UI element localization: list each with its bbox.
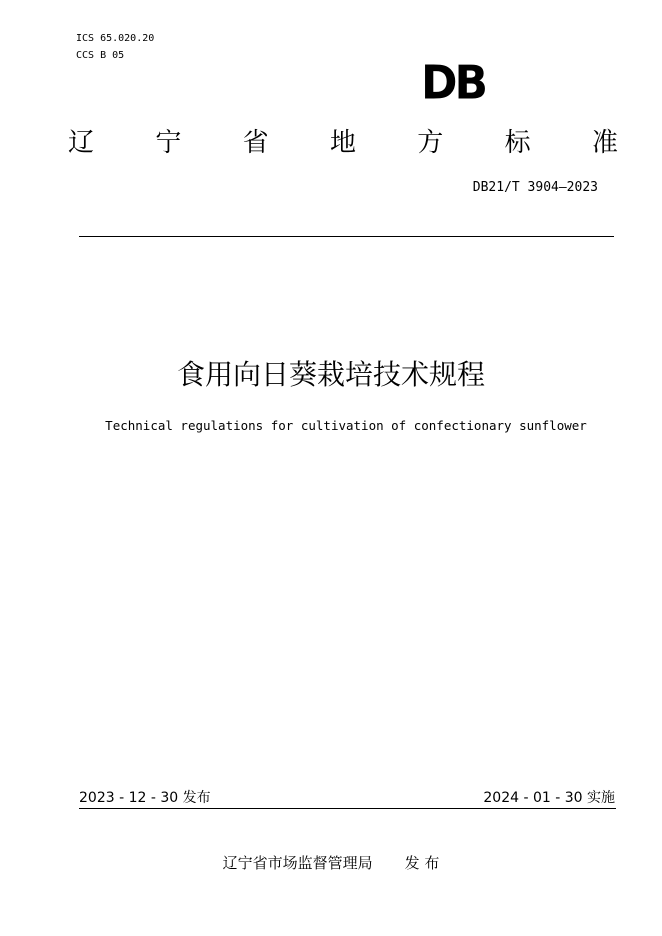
- standard-type-char: 标: [504, 128, 531, 158]
- issuer-name: 辽宁省市场监督管理局: [222, 854, 373, 872]
- standard-type-char: 地: [329, 128, 356, 158]
- standard-type-heading: [64, 126, 622, 160]
- standard-type-char: 方: [417, 128, 444, 158]
- standard-type-char: 省: [242, 128, 269, 158]
- standard-type-char: 宁: [155, 128, 182, 158]
- ccs-code: CCS B 05: [76, 50, 125, 61]
- issuer-action: 发 布: [404, 854, 440, 872]
- implementation-date: 2024 - 01 - 30 实施: [483, 790, 615, 806]
- db-logo: DB: [420, 56, 486, 111]
- top-divider: [79, 236, 614, 237]
- bottom-divider: [79, 808, 616, 809]
- issuer-line: [0, 853, 662, 873]
- standard-type-char: 准: [591, 128, 618, 158]
- ics-code: ICS 65.020.20: [76, 33, 155, 44]
- standard-type-char: 辽: [67, 128, 94, 158]
- title-english: Technical regulations for cultivation of confectionary sunflower: [105, 418, 587, 433]
- issue-date: 2023 - 12 - 30 发布: [79, 790, 211, 806]
- title-chinese: 食用向日葵栽培技术规程: [176, 358, 485, 391]
- standard-number: DB21/T 3904—2023: [472, 180, 598, 195]
